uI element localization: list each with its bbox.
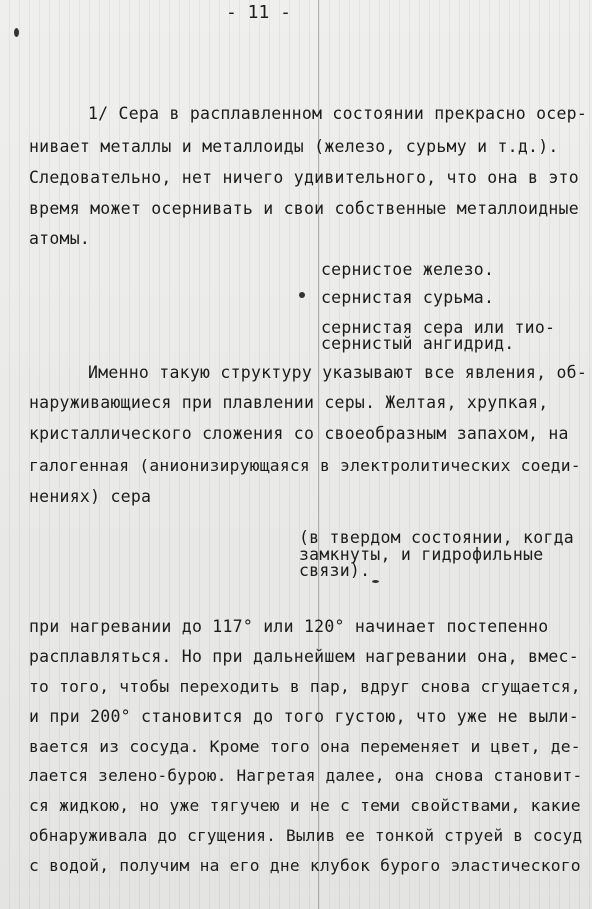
compound-item: сернистая сурьма. [321, 288, 495, 307]
text-line: то того, чтобы переходить в пар, вдруг снова сгущается, [29, 677, 581, 696]
text-line: кристаллического сложения со своеобразным запахом, на [29, 424, 569, 443]
text-line: лается зелено-бурою. Нагретая далее, она снова становит- [29, 766, 583, 785]
text-line: при нагревании до 117° или 120° начинает постепенно [29, 617, 549, 636]
compound-item: сернистое железо. [321, 260, 495, 279]
compound-item: сернистый ангидрид. [321, 334, 515, 353]
text-line: вается из сосуда. Кроме того она переменяет и цвет, де- [29, 737, 581, 756]
ink-blot [299, 292, 305, 298]
text-line: обнаруживала до сгущения. Вылив ее тонкой струей в сосуд [29, 826, 583, 845]
text-line: время может осернивать и свои собственные металлоидные [29, 199, 579, 218]
text-line: 1/ Сера в расплавленном состоянии прекрасно осер- [88, 104, 588, 123]
compound-item: сернистая сера или тио- [321, 318, 556, 337]
ink-blot [372, 580, 379, 583]
note-line: замкнуты, и гидрофильные [299, 545, 544, 564]
page-number: - 11 - [226, 2, 292, 23]
text-line: нениях) сера [29, 487, 152, 506]
text-line: атомы. [29, 229, 91, 248]
text-line: с водой, получим на его дне клубок бурого эластического [29, 856, 581, 875]
text-line: расплавляться. Но при дальнейшем нагревании она, вмес- [29, 647, 579, 666]
text-line: нивает металлы и металлоиды (железо, сурьму и т.д.). [29, 137, 559, 156]
note-line: связи). [299, 561, 371, 580]
ink-blot [14, 28, 19, 37]
text-line: Следовательно, нет ничего удивительного, что она в это [29, 168, 579, 187]
note-line: (в твердом состоянии, когда [299, 528, 574, 547]
text-line: ся жидкою, но уже тягучею и не с теми свойствами, какие [29, 796, 581, 815]
text-line: Именно такую структуру указывают все явления, об- [88, 363, 588, 382]
text-line: галогенная (анионизирующаяся в электролитических соеди- [29, 456, 581, 475]
text-line: наруживающиеся при плавлении серы. Желтая, хрупкая, [29, 393, 549, 412]
text-line: и при 200° становится до того густою, что уже не выли- [29, 707, 579, 726]
